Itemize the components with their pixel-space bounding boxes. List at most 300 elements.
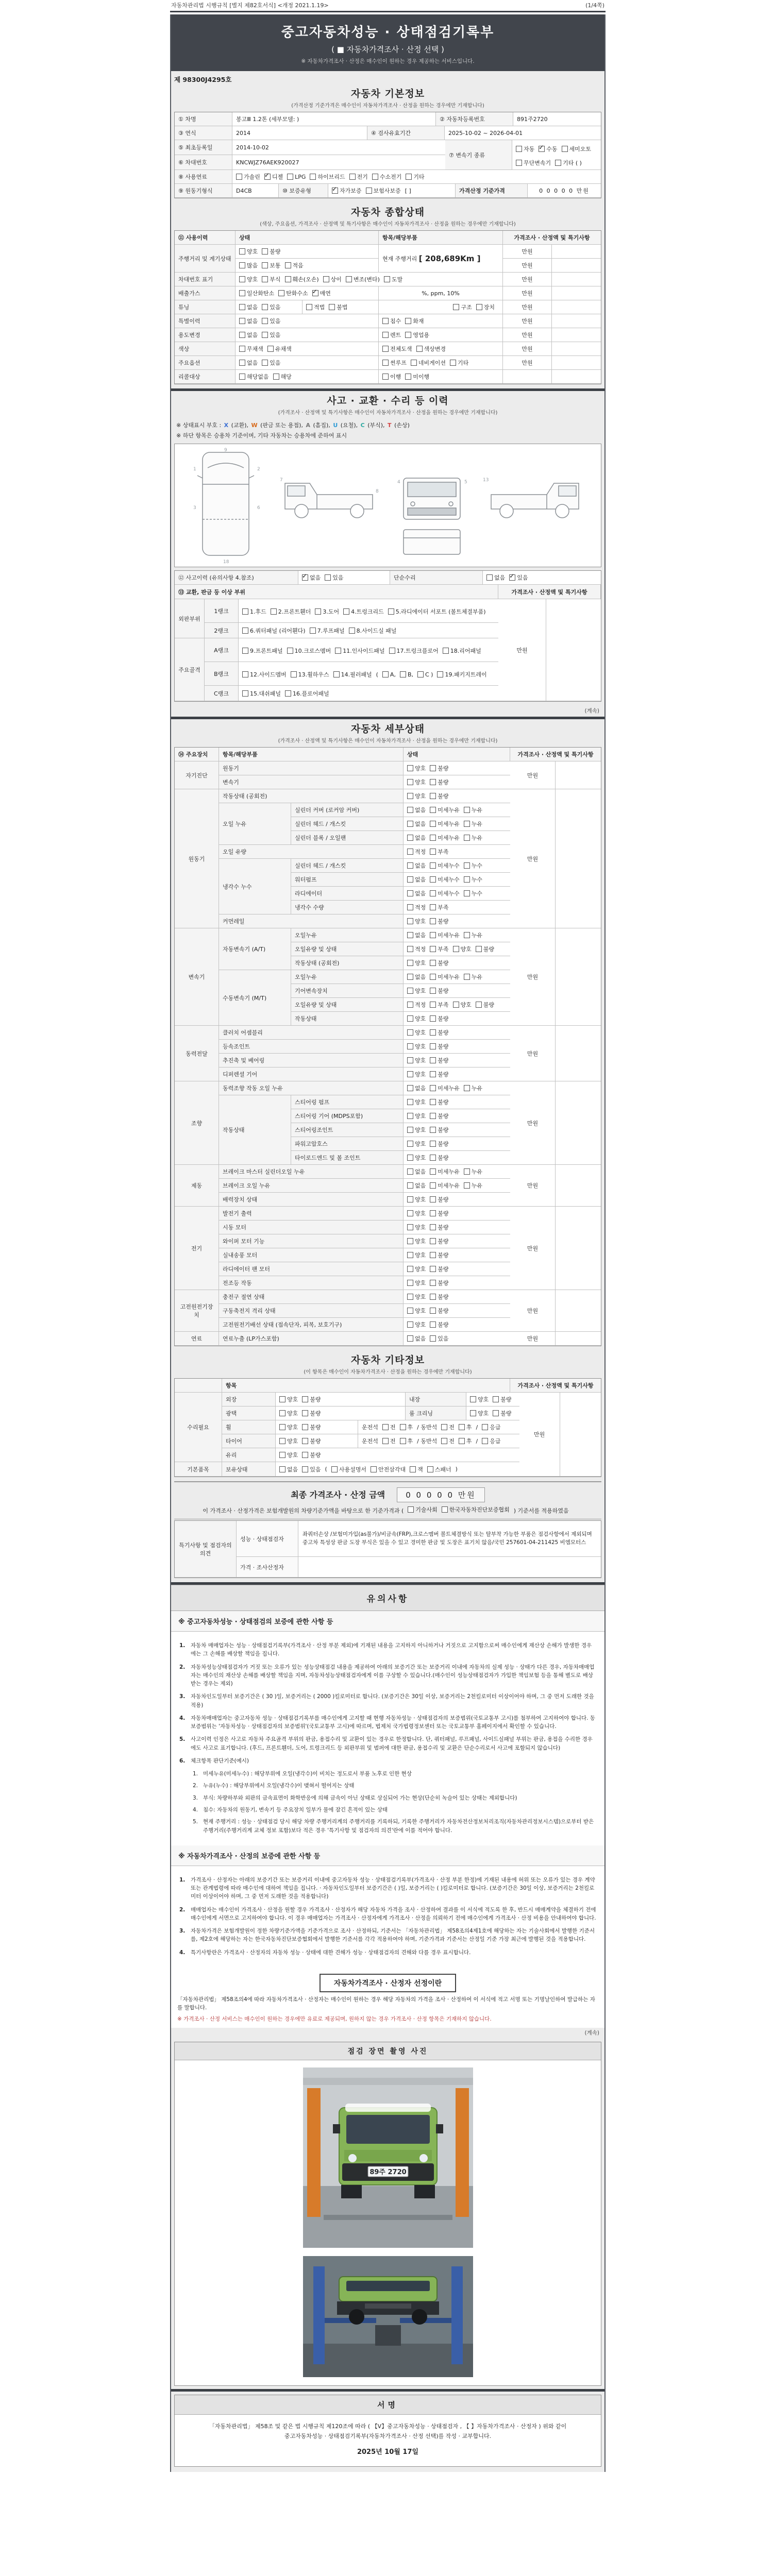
checkbox-option[interactable] bbox=[430, 1195, 448, 1204]
checkbox-option[interactable] bbox=[349, 173, 368, 181]
checkbox-option[interactable] bbox=[430, 987, 448, 995]
checkbox-option[interactable] bbox=[464, 1084, 482, 1092]
checkbox-option[interactable] bbox=[416, 345, 446, 353]
checkbox-option[interactable] bbox=[407, 1251, 426, 1259]
checkbox-option[interactable] bbox=[430, 834, 460, 842]
detail-state[interactable] bbox=[404, 928, 510, 942]
tire-positions[interactable] bbox=[358, 1434, 519, 1448]
checkbox-option[interactable] bbox=[407, 820, 426, 828]
checkbox-option[interactable] bbox=[239, 261, 258, 269]
warranty-options[interactable] bbox=[328, 184, 456, 198]
detail-state[interactable] bbox=[404, 1123, 510, 1137]
checkbox-option[interactable] bbox=[411, 359, 446, 367]
checkbox-option[interactable] bbox=[407, 1056, 426, 1064]
checkbox-option[interactable] bbox=[407, 1279, 426, 1287]
room-options[interactable] bbox=[466, 1406, 519, 1420]
checkbox-option[interactable] bbox=[366, 187, 401, 195]
detail-state[interactable] bbox=[404, 942, 510, 956]
detail-state[interactable] bbox=[404, 970, 510, 984]
checkbox-option[interactable] bbox=[287, 174, 306, 180]
checkbox-option[interactable] bbox=[262, 331, 280, 339]
checkbox-option[interactable] bbox=[407, 875, 426, 884]
checkbox-option[interactable] bbox=[430, 1307, 448, 1315]
detail-state[interactable] bbox=[404, 1151, 510, 1165]
checkbox-option[interactable] bbox=[382, 671, 396, 678]
checkbox-option[interactable] bbox=[407, 1154, 426, 1162]
checkbox-option[interactable] bbox=[430, 931, 460, 939]
checkbox-option[interactable] bbox=[302, 1451, 321, 1459]
detail-state[interactable] bbox=[404, 1276, 510, 1290]
checkbox-option[interactable] bbox=[407, 959, 426, 967]
checkbox-option[interactable] bbox=[312, 289, 331, 297]
checkbox-option[interactable] bbox=[430, 1126, 448, 1134]
checkbox-option[interactable] bbox=[372, 173, 402, 181]
checkbox-option[interactable] bbox=[405, 372, 429, 381]
detail-state[interactable] bbox=[404, 789, 510, 803]
checkbox-option[interactable] bbox=[430, 1209, 448, 1217]
checkbox-option[interactable] bbox=[407, 861, 426, 870]
checkbox-option[interactable] bbox=[406, 173, 424, 181]
checkbox-option[interactable] bbox=[493, 1395, 511, 1403]
checkbox-option[interactable] bbox=[329, 303, 347, 311]
checkbox-option[interactable] bbox=[430, 1265, 448, 1273]
detail-state[interactable] bbox=[404, 1137, 510, 1151]
gas-options[interactable] bbox=[236, 286, 379, 300]
checkbox-option[interactable] bbox=[493, 1409, 511, 1417]
tire-options[interactable] bbox=[276, 1434, 358, 1448]
detail-state[interactable] bbox=[404, 998, 510, 1012]
checkbox-option[interactable] bbox=[407, 1126, 426, 1134]
detail-state[interactable] bbox=[404, 1026, 510, 1040]
trans-options[interactable] bbox=[512, 140, 601, 170]
checkbox-option[interactable] bbox=[407, 1265, 426, 1273]
checkbox-option[interactable] bbox=[262, 303, 280, 311]
checkbox-option[interactable] bbox=[405, 317, 424, 325]
checkbox-option[interactable] bbox=[430, 792, 448, 800]
detail-state[interactable] bbox=[404, 817, 510, 831]
checkbox-option[interactable] bbox=[302, 1409, 321, 1417]
rank2-options[interactable] bbox=[239, 623, 498, 638]
checkbox-option[interactable] bbox=[464, 834, 482, 842]
checkbox-option[interactable] bbox=[441, 1437, 455, 1445]
checkbox-option[interactable] bbox=[407, 1070, 426, 1078]
detail-state[interactable] bbox=[404, 859, 510, 873]
checkbox-option[interactable] bbox=[389, 647, 439, 655]
checkbox-option[interactable] bbox=[464, 861, 482, 870]
checkbox-option[interactable] bbox=[437, 670, 486, 679]
simple-repair-options[interactable] bbox=[483, 571, 601, 585]
checkbox-option[interactable] bbox=[430, 764, 448, 772]
checkbox-option[interactable] bbox=[239, 289, 274, 297]
checkbox-option[interactable] bbox=[343, 607, 384, 616]
checkbox-option[interactable] bbox=[325, 573, 343, 582]
detail-state[interactable] bbox=[404, 887, 510, 901]
checkbox-option[interactable] bbox=[382, 372, 401, 381]
wheel-options[interactable] bbox=[276, 1420, 358, 1434]
checkbox-option[interactable] bbox=[285, 689, 329, 698]
checkbox-icon bbox=[407, 765, 413, 771]
detail-state[interactable] bbox=[404, 761, 510, 775]
checkbox-option[interactable] bbox=[476, 303, 495, 311]
detail-state[interactable] bbox=[404, 1262, 510, 1276]
checkbox-option[interactable] bbox=[410, 1465, 423, 1473]
checkbox-option[interactable] bbox=[310, 626, 345, 635]
checkbox-option[interactable] bbox=[430, 778, 448, 786]
checkbox-option[interactable] bbox=[430, 1251, 448, 1259]
checkbox-option[interactable] bbox=[335, 647, 384, 655]
checkbox-option[interactable] bbox=[464, 931, 482, 939]
checkbox-option[interactable] bbox=[407, 1223, 426, 1231]
checkbox-option[interactable] bbox=[430, 945, 448, 953]
checkbox-option[interactable] bbox=[430, 903, 448, 911]
checkbox-option[interactable] bbox=[476, 1001, 494, 1009]
recall-b[interactable] bbox=[379, 370, 503, 384]
checkbox-option[interactable] bbox=[279, 1409, 298, 1417]
checkbox-option[interactable] bbox=[430, 820, 460, 828]
checkbox-option[interactable] bbox=[242, 689, 281, 698]
checkbox-option[interactable] bbox=[470, 1395, 489, 1403]
detail-state[interactable] bbox=[404, 1248, 510, 1262]
checkbox-option[interactable] bbox=[407, 917, 426, 925]
checkbox-option[interactable] bbox=[430, 959, 448, 967]
checkbox-option[interactable] bbox=[430, 1154, 448, 1162]
checkbox-option[interactable] bbox=[407, 987, 426, 995]
checkbox-option[interactable] bbox=[239, 275, 258, 283]
checkbox-option[interactable] bbox=[346, 275, 380, 283]
checkbox-option[interactable] bbox=[430, 1070, 448, 1078]
mileage-state2[interactable] bbox=[236, 259, 379, 273]
checkbox-option[interactable] bbox=[443, 647, 481, 655]
checkbox-option[interactable] bbox=[476, 945, 494, 953]
checkbox-option[interactable] bbox=[464, 875, 482, 884]
checkbox-option[interactable] bbox=[332, 187, 362, 195]
polish-options[interactable] bbox=[276, 1406, 406, 1420]
detail-state[interactable] bbox=[404, 1290, 510, 1304]
checkbox-option[interactable] bbox=[407, 1112, 426, 1120]
checkbox-option[interactable] bbox=[430, 1279, 448, 1287]
checkbox-option[interactable] bbox=[400, 1423, 413, 1431]
checkbox-option[interactable] bbox=[430, 1167, 460, 1176]
detail-state[interactable] bbox=[404, 803, 510, 817]
detail-state[interactable] bbox=[404, 845, 510, 859]
checkbox-option[interactable] bbox=[262, 275, 280, 283]
checkbox-option[interactable] bbox=[262, 261, 280, 269]
checkbox-label: 침수 bbox=[390, 318, 401, 325]
detail-price-note bbox=[556, 789, 601, 928]
checkbox-option[interactable] bbox=[407, 1320, 426, 1329]
checkbox-option[interactable] bbox=[382, 331, 401, 339]
checkbox-option[interactable] bbox=[470, 1409, 489, 1417]
checkbox-option[interactable] bbox=[430, 1293, 448, 1301]
checkbox-option[interactable] bbox=[407, 1181, 426, 1190]
detail-state[interactable] bbox=[404, 873, 510, 887]
checkbox-option[interactable] bbox=[407, 1140, 426, 1148]
detail-state[interactable] bbox=[404, 1095, 510, 1109]
checkbox-option[interactable] bbox=[453, 945, 472, 953]
checkbox-option[interactable] bbox=[302, 573, 321, 582]
checkbox-option[interactable] bbox=[464, 1167, 482, 1176]
checkbox-option[interactable] bbox=[382, 345, 412, 353]
checkbox-option[interactable] bbox=[302, 1395, 321, 1403]
checkbox-option[interactable] bbox=[302, 1423, 321, 1431]
checkbox-option[interactable] bbox=[279, 1451, 298, 1459]
state-code-desc: (교환) bbox=[231, 422, 247, 429]
checkbox-option[interactable] bbox=[430, 1140, 448, 1148]
checkbox-option[interactable] bbox=[427, 1465, 451, 1473]
checkbox-option[interactable] bbox=[430, 1237, 448, 1245]
final-price-note[interactable] bbox=[174, 1505, 601, 1515]
checkbox-option[interactable] bbox=[430, 1056, 448, 1064]
checkbox-option[interactable] bbox=[407, 903, 426, 911]
checkbox-option[interactable] bbox=[430, 1042, 448, 1050]
checkbox-option[interactable] bbox=[450, 359, 468, 367]
checkbox-option[interactable] bbox=[285, 275, 319, 283]
checkbox-option[interactable] bbox=[430, 1181, 460, 1190]
checkbox-option[interactable] bbox=[267, 345, 292, 353]
detail-state[interactable] bbox=[404, 1054, 510, 1067]
checkbox-option[interactable] bbox=[464, 889, 482, 897]
checkbox-option[interactable] bbox=[239, 247, 258, 256]
checkbox-option[interactable] bbox=[239, 303, 258, 311]
detail-state[interactable] bbox=[404, 901, 510, 914]
color-a[interactable] bbox=[236, 342, 379, 356]
checkbox-option[interactable] bbox=[285, 261, 304, 269]
rankB-options[interactable] bbox=[239, 662, 498, 686]
detail-state[interactable] bbox=[404, 1234, 510, 1248]
tuning-b[interactable] bbox=[303, 300, 379, 314]
checkbox-option[interactable] bbox=[430, 1028, 448, 1037]
checkbox-option[interactable] bbox=[430, 1014, 448, 1023]
checkbox-option[interactable] bbox=[388, 607, 486, 616]
tuning-a[interactable] bbox=[236, 300, 303, 314]
checkbox-option[interactable] bbox=[407, 848, 426, 856]
glass-options[interactable] bbox=[276, 1448, 519, 1462]
checkbox-option[interactable] bbox=[382, 1423, 396, 1431]
checkbox-option[interactable] bbox=[407, 1195, 426, 1204]
checkbox-option[interactable] bbox=[407, 1237, 426, 1245]
checkbox-option[interactable] bbox=[407, 1209, 426, 1217]
checkbox-option[interactable] bbox=[407, 945, 426, 953]
checkbox-option[interactable] bbox=[407, 1084, 426, 1092]
checkbox-option[interactable] bbox=[382, 317, 401, 325]
checkbox-option[interactable] bbox=[441, 1423, 455, 1431]
checkbox-option[interactable] bbox=[382, 359, 407, 367]
accident-history-options[interactable] bbox=[298, 571, 390, 585]
rank1-options[interactable] bbox=[239, 599, 498, 623]
special-b[interactable] bbox=[379, 314, 503, 328]
checkbox-option[interactable] bbox=[430, 806, 460, 814]
checkbox-option[interactable] bbox=[262, 247, 280, 256]
detail-state[interactable] bbox=[404, 1109, 510, 1123]
checkbox-option[interactable] bbox=[407, 764, 426, 772]
checkbox-option[interactable] bbox=[407, 1334, 426, 1343]
checkbox-option[interactable] bbox=[407, 792, 426, 800]
checkbox-option[interactable] bbox=[278, 289, 308, 297]
checkbox-option[interactable] bbox=[408, 1505, 438, 1514]
checkbox-option[interactable] bbox=[407, 973, 426, 981]
wheel-positions[interactable] bbox=[358, 1420, 519, 1434]
detail-state[interactable] bbox=[404, 1332, 510, 1346]
checkbox-option[interactable] bbox=[315, 607, 339, 616]
checkbox-option[interactable] bbox=[464, 820, 482, 828]
checkbox-option[interactable] bbox=[382, 1437, 396, 1445]
checkbox-option[interactable] bbox=[239, 359, 258, 367]
checkbox-option[interactable] bbox=[400, 671, 413, 678]
detail-state[interactable] bbox=[404, 1304, 510, 1318]
checkbox-option[interactable] bbox=[407, 1098, 426, 1106]
checkbox-option[interactable] bbox=[239, 345, 263, 353]
checkbox-option[interactable] bbox=[333, 670, 372, 679]
checkbox-option[interactable] bbox=[349, 626, 397, 635]
tuning-c[interactable] bbox=[379, 300, 503, 314]
checkbox-option[interactable] bbox=[279, 1465, 298, 1473]
checkbox-option[interactable] bbox=[430, 889, 460, 897]
detail-state[interactable] bbox=[404, 1012, 510, 1026]
checkbox-option[interactable] bbox=[407, 1014, 426, 1023]
checkbox-option[interactable] bbox=[539, 145, 557, 153]
recall-a[interactable] bbox=[236, 370, 379, 384]
checkbox-label: 누유 bbox=[471, 932, 483, 939]
checkbox-option[interactable] bbox=[459, 1437, 472, 1445]
checkbox-option[interactable] bbox=[239, 331, 258, 339]
checkbox-option[interactable] bbox=[464, 1181, 482, 1190]
checkbox-option[interactable] bbox=[271, 607, 311, 616]
checkbox-option[interactable] bbox=[430, 1223, 448, 1231]
checkbox-option[interactable] bbox=[242, 607, 266, 616]
vin-mark-options[interactable] bbox=[236, 273, 503, 286]
checkbox-option[interactable] bbox=[236, 173, 260, 181]
checkbox-option[interactable] bbox=[430, 848, 448, 856]
checkbox-icon bbox=[384, 276, 390, 282]
checkbox-option[interactable] bbox=[562, 145, 592, 153]
checkbox-option[interactable] bbox=[262, 359, 280, 367]
checkbox-option[interactable] bbox=[482, 1423, 500, 1431]
checkbox-option[interactable] bbox=[407, 1167, 426, 1176]
checkbox-option[interactable] bbox=[464, 806, 482, 814]
checkbox-option[interactable] bbox=[516, 145, 534, 153]
checkbox-option[interactable] bbox=[407, 1042, 426, 1050]
checkbox-option[interactable] bbox=[242, 647, 283, 655]
checkbox-option[interactable] bbox=[273, 372, 292, 381]
checkbox-option[interactable] bbox=[430, 875, 460, 884]
detail-state[interactable] bbox=[404, 1067, 510, 1081]
detail-state[interactable] bbox=[404, 1318, 510, 1332]
checkbox-option[interactable] bbox=[430, 861, 460, 870]
mileage-state1[interactable] bbox=[236, 245, 379, 259]
detail-state[interactable] bbox=[404, 1081, 510, 1095]
color-b[interactable] bbox=[379, 342, 503, 356]
checkbox-option[interactable] bbox=[310, 173, 345, 181]
interior-options[interactable] bbox=[466, 1393, 519, 1406]
checkbox-option[interactable] bbox=[239, 317, 258, 325]
checkbox-option[interactable] bbox=[407, 806, 426, 814]
checkbox-option[interactable] bbox=[407, 834, 426, 842]
usage-b[interactable] bbox=[379, 328, 503, 342]
checkbox-option[interactable] bbox=[407, 778, 426, 786]
checkbox-label: 있음 bbox=[517, 574, 528, 581]
checkbox-option[interactable] bbox=[242, 626, 306, 635]
detail-state[interactable] bbox=[404, 1193, 510, 1207]
checkbox-option[interactable] bbox=[430, 1334, 448, 1343]
detail-state[interactable] bbox=[404, 1179, 510, 1193]
basic-section-header bbox=[171, 84, 604, 111]
checkbox-option[interactable] bbox=[279, 1423, 298, 1431]
special-a[interactable] bbox=[236, 314, 379, 328]
checkbox-option[interactable] bbox=[407, 1028, 426, 1037]
detail-state[interactable] bbox=[404, 1207, 510, 1221]
checkbox-option[interactable] bbox=[242, 670, 287, 679]
checkbox-option[interactable] bbox=[262, 317, 280, 325]
checkbox-option[interactable] bbox=[516, 159, 551, 167]
hold-options[interactable] bbox=[276, 1462, 519, 1477]
checkbox-option[interactable] bbox=[430, 917, 448, 925]
checkbox-option[interactable] bbox=[323, 275, 342, 283]
checkbox-option[interactable] bbox=[482, 1437, 500, 1445]
checkbox-option[interactable] bbox=[430, 1320, 448, 1329]
checkbox-option[interactable] bbox=[400, 1437, 413, 1445]
checkbox-option[interactable] bbox=[407, 1307, 426, 1315]
detail-state[interactable] bbox=[404, 956, 510, 970]
checkbox-option[interactable] bbox=[407, 889, 426, 897]
checkbox-option[interactable] bbox=[453, 303, 472, 311]
checkbox-option[interactable] bbox=[442, 1505, 510, 1514]
usage-a[interactable] bbox=[236, 328, 379, 342]
detail-state[interactable] bbox=[404, 1165, 510, 1179]
detail-state[interactable] bbox=[404, 984, 510, 998]
checkbox-option[interactable] bbox=[430, 1098, 448, 1106]
checkbox-option[interactable] bbox=[384, 275, 402, 283]
checkbox-option[interactable] bbox=[407, 931, 426, 939]
checkbox-option[interactable] bbox=[486, 573, 505, 582]
checkbox-option[interactable] bbox=[239, 372, 269, 381]
rankA-options[interactable] bbox=[239, 638, 498, 662]
checkbox-option[interactable] bbox=[555, 159, 582, 167]
checkbox-option[interactable] bbox=[264, 173, 283, 181]
checkbox-option[interactable] bbox=[430, 1112, 448, 1120]
checkbox-option[interactable] bbox=[407, 1293, 426, 1301]
checkbox-option[interactable] bbox=[407, 1001, 426, 1009]
checkbox-option[interactable] bbox=[302, 1437, 321, 1445]
detail-state[interactable] bbox=[404, 775, 510, 789]
checkbox-option[interactable] bbox=[459, 1423, 472, 1431]
checkbox-option[interactable] bbox=[430, 1084, 460, 1092]
checkbox-option[interactable] bbox=[306, 303, 325, 311]
checkbox-option[interactable] bbox=[302, 1465, 321, 1473]
checkbox-option[interactable] bbox=[279, 1395, 298, 1403]
checkbox-option[interactable] bbox=[331, 1465, 366, 1473]
detail-state[interactable] bbox=[404, 1040, 510, 1054]
checkbox-option[interactable] bbox=[430, 973, 460, 981]
checkbox-option[interactable] bbox=[405, 331, 429, 339]
option-b[interactable] bbox=[379, 356, 503, 370]
checkbox-option[interactable] bbox=[417, 671, 433, 678]
exterior-options[interactable] bbox=[276, 1393, 406, 1406]
checkbox-option[interactable] bbox=[509, 573, 528, 582]
checkbox-option[interactable] bbox=[291, 670, 329, 679]
checkbox-option[interactable] bbox=[287, 647, 331, 655]
checkbox-option[interactable] bbox=[453, 1001, 472, 1009]
option-a[interactable] bbox=[236, 356, 379, 370]
detail-state[interactable] bbox=[404, 914, 510, 928]
rankC-options[interactable] bbox=[239, 686, 498, 701]
detail-state[interactable] bbox=[404, 831, 510, 845]
detail-state[interactable] bbox=[404, 1221, 510, 1234]
fuel-options[interactable] bbox=[232, 170, 601, 184]
checkbox-option[interactable] bbox=[430, 1001, 448, 1009]
checkbox-option[interactable] bbox=[464, 973, 482, 981]
checkbox-option[interactable] bbox=[371, 1465, 406, 1473]
checkbox-option[interactable] bbox=[279, 1437, 298, 1445]
